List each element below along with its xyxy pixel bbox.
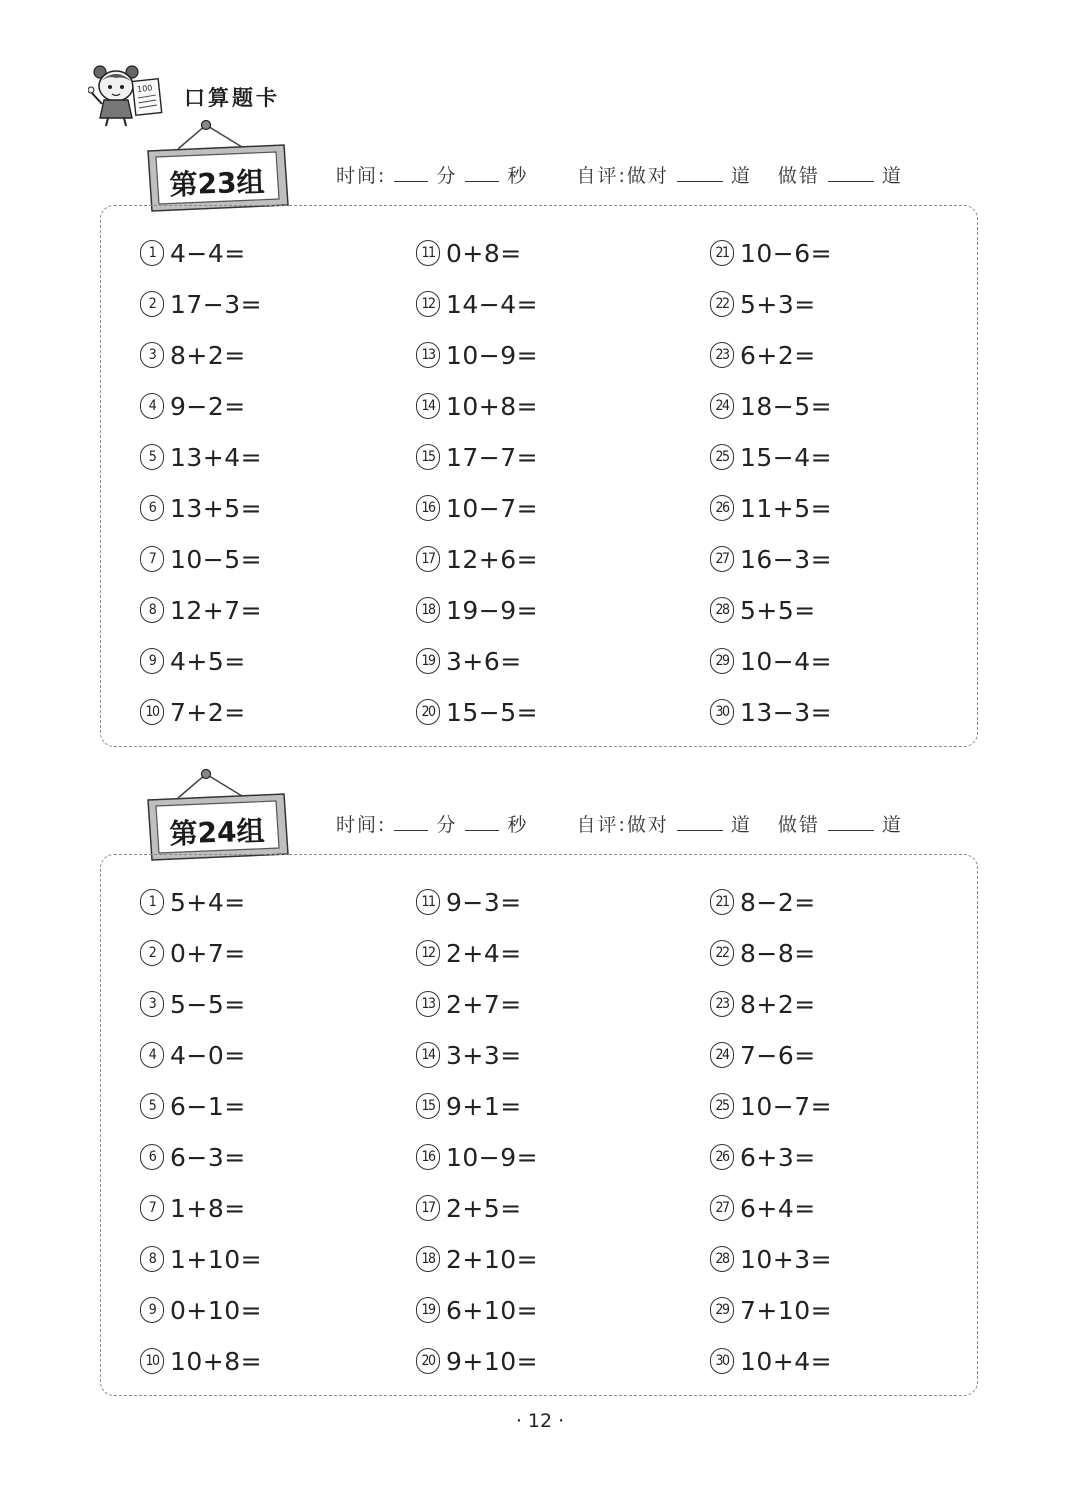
- problem-number-badge: 30: [710, 1348, 734, 1374]
- problem-item: [416, 1035, 522, 1075]
- problem-item: [416, 882, 522, 922]
- problem-item: [140, 488, 262, 528]
- minute-label: 分: [436, 814, 458, 836]
- problem-expression: 5+5=: [740, 595, 816, 625]
- problem-expression: 10+3=: [740, 1244, 833, 1274]
- wrong-count-blank[interactable]: [828, 814, 874, 831]
- problem-item: [416, 1188, 522, 1228]
- problem-number-badge: 18: [416, 1246, 440, 1272]
- problem-item: [140, 386, 246, 426]
- problem-expression: 4−4=: [170, 238, 246, 268]
- problem-expression: 10+8=: [170, 1346, 263, 1376]
- problem-number-badge: 27: [710, 1195, 734, 1221]
- problem-expression: 10−9=: [446, 340, 539, 370]
- problem-number-badge: 7: [140, 546, 164, 572]
- self-eval-label: 自评:做对: [576, 165, 669, 187]
- problem-item: [710, 641, 832, 681]
- problem-number-badge: 11: [416, 240, 440, 266]
- problem-expression: 3+3=: [446, 1040, 522, 1070]
- problem-expression: 10−9=: [446, 1142, 539, 1172]
- problem-number-badge: 15: [416, 444, 440, 470]
- problem-number-badge: 2: [140, 940, 164, 966]
- page-title: 口算题卡: [184, 86, 280, 110]
- problem-item: [416, 984, 522, 1024]
- problem-number-badge: 19: [416, 1297, 440, 1323]
- problem-expression: 9−3=: [446, 887, 522, 917]
- problem-number-badge: 11: [416, 889, 440, 915]
- time-label: 时间:: [336, 814, 387, 836]
- problem-item: [416, 539, 538, 579]
- second-label: 秒: [507, 814, 529, 836]
- problem-number-badge: 1: [140, 889, 164, 915]
- correct-count-blank[interactable]: [677, 165, 723, 182]
- minutes-blank[interactable]: [394, 814, 428, 831]
- problem-item: [416, 1341, 538, 1381]
- problem-number-badge: 7: [140, 1195, 164, 1221]
- problem-expression: 7−6=: [740, 1040, 816, 1070]
- problem-item: [416, 692, 538, 732]
- problem-number-badge: 21: [710, 889, 734, 915]
- problem-item: [710, 1137, 816, 1177]
- problem-number-badge: 2: [140, 291, 164, 317]
- problem-number-badge: 20: [416, 699, 440, 725]
- problem-number-badge: 9: [140, 1297, 164, 1323]
- problem-expression: 7+2=: [170, 697, 246, 727]
- problem-item: [140, 437, 262, 477]
- problem-item: [416, 641, 522, 681]
- problem-item: [416, 590, 538, 630]
- problem-expression: 8−2=: [740, 887, 816, 917]
- problem-number-badge: 12: [416, 940, 440, 966]
- problem-number-badge: 23: [710, 342, 734, 368]
- problem-item: [710, 1035, 816, 1075]
- problem-expression: 6−1=: [170, 1091, 246, 1121]
- wrong-count-blank[interactable]: [828, 165, 874, 182]
- problem-item: [140, 284, 262, 324]
- problem-expression: 10−4=: [740, 646, 833, 676]
- problem-item: [140, 1137, 246, 1177]
- wrong-label: 做错: [777, 814, 820, 836]
- dao-label: 道: [881, 165, 903, 187]
- problem-item: [416, 233, 522, 273]
- problem-expression: 1+8=: [170, 1193, 246, 1223]
- problem-item: [416, 488, 538, 528]
- problem-expression: 7+10=: [740, 1295, 833, 1325]
- problem-expression: 17−7=: [446, 442, 539, 472]
- problem-number-badge: 3: [140, 342, 164, 368]
- problem-number-badge: 10: [140, 699, 164, 725]
- problem-number-badge: 17: [416, 546, 440, 572]
- problem-item: [710, 488, 832, 528]
- score-info: [336, 161, 903, 188]
- problem-number-badge: 13: [416, 991, 440, 1017]
- problem-number-badge: 26: [710, 1144, 734, 1170]
- problem-item: [710, 984, 816, 1024]
- dao-label: 道: [730, 814, 752, 836]
- problem-expression: 19−9=: [446, 595, 539, 625]
- problem-number-badge: 30: [710, 699, 734, 725]
- problem-item: [710, 539, 832, 579]
- problem-expression: 16−3=: [740, 544, 833, 574]
- problem-expression: 5+4=: [170, 887, 246, 917]
- problem-number-badge: 6: [140, 495, 164, 521]
- problem-expression: 3+6=: [446, 646, 522, 676]
- problem-number-badge: 25: [710, 1093, 734, 1119]
- problem-item: [416, 386, 538, 426]
- problem-item: [140, 335, 246, 375]
- problem-number-badge: 27: [710, 546, 734, 572]
- problem-number-badge: 16: [416, 495, 440, 521]
- group-label-board: [144, 768, 290, 864]
- problem-number-badge: 4: [140, 393, 164, 419]
- problem-item: [710, 1290, 832, 1330]
- problem-item: [710, 882, 816, 922]
- dao-label: 道: [730, 165, 752, 187]
- problem-expression: 2+4=: [446, 938, 522, 968]
- problem-item: [710, 335, 816, 375]
- problem-number-badge: 28: [710, 597, 734, 623]
- problem-item: [140, 1290, 262, 1330]
- problem-item: [140, 933, 246, 973]
- problem-item: [140, 1188, 246, 1228]
- problem-number-badge: 8: [140, 597, 164, 623]
- dao-label: 道: [881, 814, 903, 836]
- problem-expression: 2+5=: [446, 1193, 522, 1223]
- problem-expression: 5+3=: [740, 289, 816, 319]
- problem-expression: 10−6=: [740, 238, 833, 268]
- problem-expression: 0+10=: [170, 1295, 263, 1325]
- problem-number-badge: 21: [710, 240, 734, 266]
- problem-expression: 4+5=: [170, 646, 246, 676]
- page-number: · 12 ·: [515, 1410, 565, 1432]
- group-label-board: [144, 119, 290, 215]
- problem-item: [710, 933, 816, 973]
- score-info: [336, 810, 903, 837]
- group-label: 第24组: [169, 814, 266, 851]
- problem-expression: 13+5=: [170, 493, 263, 523]
- problem-expression: 8+2=: [740, 989, 816, 1019]
- problem-item: [710, 590, 816, 630]
- problem-item: [710, 692, 832, 732]
- problem-number-badge: 17: [416, 1195, 440, 1221]
- problem-item: [416, 1086, 522, 1126]
- problem-item: [140, 233, 246, 273]
- problem-number-badge: 5: [140, 1093, 164, 1119]
- problem-item: [710, 284, 816, 324]
- problem-item: [140, 590, 262, 630]
- problem-expression: 9+1=: [446, 1091, 522, 1121]
- problem-number-badge: 24: [710, 1042, 734, 1068]
- problem-item: [710, 1341, 832, 1381]
- problem-expression: 6+4=: [740, 1193, 816, 1223]
- problem-number-badge: 18: [416, 597, 440, 623]
- problem-item: [140, 641, 246, 681]
- problem-item: [416, 284, 538, 324]
- problem-expression: 6+10=: [446, 1295, 539, 1325]
- problem-number-badge: 26: [710, 495, 734, 521]
- problem-expression: 0+7=: [170, 938, 246, 968]
- problem-number-badge: 8: [140, 1246, 164, 1272]
- problem-expression: 1+10=: [170, 1244, 263, 1274]
- problem-expression: 9+10=: [446, 1346, 539, 1376]
- problem-expression: 11+5=: [740, 493, 833, 523]
- problem-expression: 8+2=: [170, 340, 246, 370]
- problem-expression: 10−7=: [740, 1091, 833, 1121]
- seconds-blank[interactable]: [465, 814, 499, 831]
- problem-number-badge: 29: [710, 648, 734, 674]
- problem-item: [710, 1086, 832, 1126]
- problem-expression: 6−3=: [170, 1142, 246, 1172]
- problem-number-badge: 15: [416, 1093, 440, 1119]
- problem-expression: 14−4=: [446, 289, 539, 319]
- problem-number-badge: 14: [416, 1042, 440, 1068]
- problem-item: [416, 1290, 538, 1330]
- problem-expression: 18−5=: [740, 391, 833, 421]
- minute-label: 分: [436, 165, 458, 187]
- problem-item: [710, 386, 832, 426]
- problem-expression: 13−3=: [740, 697, 833, 727]
- problem-number-badge: 1: [140, 240, 164, 266]
- problem-number-badge: 6: [140, 1144, 164, 1170]
- problem-expression: 5−5=: [170, 989, 246, 1019]
- problem-expression: 12+6=: [446, 544, 539, 574]
- problem-expression: 2+10=: [446, 1244, 539, 1274]
- problem-item: [416, 335, 538, 375]
- time-label: 时间:: [336, 165, 387, 187]
- problem-number-badge: 24: [710, 393, 734, 419]
- problem-expression: 17−3=: [170, 289, 263, 319]
- problem-number-badge: 22: [710, 291, 734, 317]
- seconds-blank[interactable]: [465, 165, 499, 182]
- problem-item: [140, 1239, 262, 1279]
- correct-count-blank[interactable]: [677, 814, 723, 831]
- problem-number-badge: 5: [140, 444, 164, 470]
- problem-number-badge: 28: [710, 1246, 734, 1272]
- problem-item: [140, 882, 246, 922]
- problem-expression: 8−8=: [740, 938, 816, 968]
- problem-expression: 6+2=: [740, 340, 816, 370]
- problem-expression: 15−5=: [446, 697, 539, 727]
- problem-item: [710, 437, 832, 477]
- problem-expression: 0+8=: [446, 238, 522, 268]
- problem-number-badge: 12: [416, 291, 440, 317]
- problem-item: [140, 1086, 246, 1126]
- problem-expression: 13+4=: [170, 442, 263, 472]
- problem-number-badge: 10: [140, 1348, 164, 1374]
- problem-expression: 9−2=: [170, 391, 246, 421]
- problem-expression: 10+4=: [740, 1346, 833, 1376]
- problem-number-badge: 23: [710, 991, 734, 1017]
- minutes-blank[interactable]: [394, 165, 428, 182]
- problem-expression: 10−5=: [170, 544, 263, 574]
- problem-item: [140, 692, 246, 732]
- problem-number-badge: 22: [710, 940, 734, 966]
- problem-number-badge: 25: [710, 444, 734, 470]
- problem-expression: 6+3=: [740, 1142, 816, 1172]
- problem-expression: 10+8=: [446, 391, 539, 421]
- problem-number-badge: 3: [140, 991, 164, 1017]
- svg-text:100: 100: [136, 83, 153, 94]
- problem-item: [416, 1137, 538, 1177]
- problem-number-badge: 20: [416, 1348, 440, 1374]
- group-label: 第23组: [169, 165, 266, 202]
- problem-item: [710, 1188, 816, 1228]
- problem-item: [710, 1239, 832, 1279]
- problem-number-badge: 4: [140, 1042, 164, 1068]
- problem-number-badge: 29: [710, 1297, 734, 1323]
- problem-number-badge: 9: [140, 648, 164, 674]
- problem-item: [140, 1035, 246, 1075]
- second-label: 秒: [507, 165, 529, 187]
- problem-item: [710, 233, 832, 273]
- problem-expression: 4−0=: [170, 1040, 246, 1070]
- problem-number-badge: 13: [416, 342, 440, 368]
- problem-item: [140, 1341, 262, 1381]
- problem-item: [416, 1239, 538, 1279]
- problem-number-badge: 16: [416, 1144, 440, 1170]
- self-eval-label: 自评:做对: [576, 814, 669, 836]
- problem-item: [416, 437, 538, 477]
- problem-expression: 12+7=: [170, 595, 263, 625]
- problem-item: [416, 933, 522, 973]
- wrong-label: 做错: [777, 165, 820, 187]
- problem-expression: 15−4=: [740, 442, 833, 472]
- problem-number-badge: 19: [416, 648, 440, 674]
- problem-expression: 10−7=: [446, 493, 539, 523]
- problem-expression: 2+7=: [446, 989, 522, 1019]
- problem-number-badge: 14: [416, 393, 440, 419]
- problem-item: [140, 539, 262, 579]
- problem-item: [140, 984, 246, 1024]
